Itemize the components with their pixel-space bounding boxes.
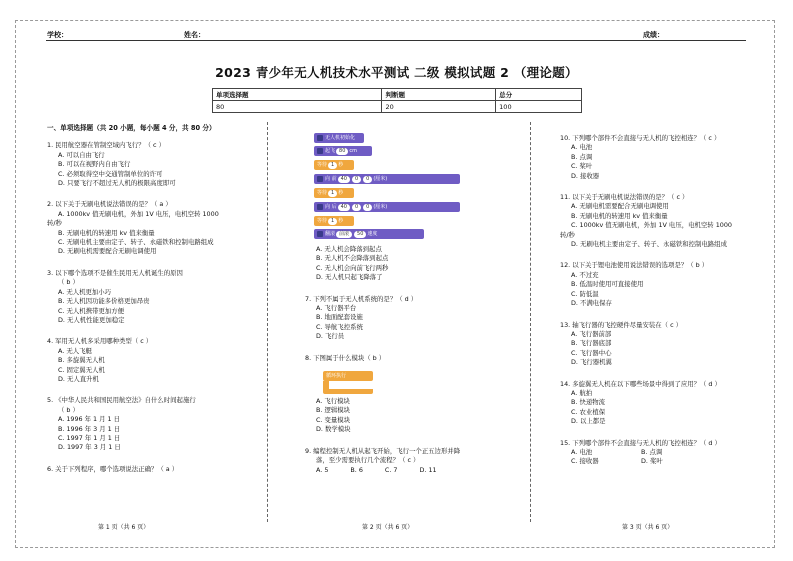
- option: A. 不过充: [571, 270, 599, 279]
- option: A. 1996 年 1 月 1 日: [58, 415, 121, 424]
- inline-options: [305, 466, 525, 475]
- option: A. 电池: [571, 143, 593, 152]
- option: C. 固定翼无人机: [58, 365, 105, 374]
- code-block: 向 后 40 0 0 (厘米): [314, 202, 460, 212]
- code-block: 无人机初始化: [314, 133, 364, 143]
- option: C. 必须取得空中交通管制单位的许可: [58, 169, 163, 178]
- option: B. 6: [350, 465, 363, 474]
- question-6: 6. 关于下列程序，哪个选项说法正确？（ a ）: [47, 464, 179, 473]
- header-rule: [46, 40, 746, 41]
- question-2: 2. 以下关于无刷电机说法错误的是？（ a ）: [47, 200, 172, 209]
- question-8: 8. 下图属于什么模块（ b ）: [305, 353, 386, 362]
- option: C. 农业植保: [571, 407, 606, 416]
- option-continuation: 转/秒: [560, 230, 575, 239]
- drone-icon: [317, 231, 323, 237]
- option: D. 飞行员: [316, 332, 345, 341]
- page-footer: 第 3 页（共 6 页）: [622, 524, 674, 531]
- option: D. 桨叶: [641, 457, 663, 466]
- question-15: 15. 下列哪个部件不会直接与无人机的飞控相连？（ d ）: [560, 438, 721, 447]
- question-12: 12. 以下关于锂电池使用说法错误的选项是？（ b ）: [560, 261, 709, 270]
- code-block: 翻滚 前滚 50 速度: [314, 229, 424, 239]
- school-label: 学校：: [47, 31, 68, 39]
- option: C. 无人机会向前飞行两秒: [316, 263, 389, 272]
- question-3: 3. 以下哪个选项不是催生民用无人机诞生的原因: [47, 268, 183, 277]
- option: C. 防低温: [571, 289, 599, 298]
- option: A. 5: [316, 465, 329, 474]
- option: D. 11: [419, 465, 437, 474]
- option: A. 飞行模块: [316, 397, 350, 406]
- option: B. 无刷电机的转速用 kv 值来衡量: [571, 211, 668, 220]
- option: C. 7: [384, 465, 398, 474]
- option: D. 无人机只起飞降落了: [316, 273, 383, 282]
- column-divider: [530, 122, 531, 522]
- option: B. 可以在视野内自由飞行: [58, 160, 131, 169]
- page-footer: 第 2 页（共 6 页）: [362, 524, 414, 531]
- option: B. 点调: [571, 152, 593, 161]
- option: D. 以上都是: [571, 417, 606, 426]
- option: C. 无人机携带更加方便: [58, 306, 125, 315]
- score-table-cell: 100: [496, 101, 582, 113]
- question-9: 9. 编程控制无人机从起飞开始，飞行一个正五边形并降: [305, 446, 461, 455]
- score-label: 成绩：: [643, 31, 664, 39]
- score-table-cell: 80: [213, 101, 382, 113]
- name-label: 姓名：: [184, 31, 205, 39]
- option: D. 只要飞行不超过无人机的极限高度即可: [58, 179, 176, 188]
- option: B. 地面配套设施: [316, 313, 363, 322]
- option: A. 无人飞艇: [58, 346, 92, 355]
- question-4: 4. 军用无人机多采用哪种类型（ c ）: [47, 337, 153, 346]
- option: B. 低温时使用可直接使用: [571, 280, 644, 289]
- option: A. 飞行器平台: [316, 304, 357, 313]
- answer-line: （ b ）: [58, 278, 79, 287]
- code-block: 等待 1 秒: [314, 188, 354, 198]
- option: C. 1000kv 值无刷电机，外加 1V 电压，电机空转 1000: [571, 221, 732, 230]
- option: D. 数学模块: [316, 425, 351, 434]
- option: B. 逻辑模块: [316, 406, 351, 415]
- option: B. 无人机不会降落到起点: [316, 254, 389, 263]
- option: B. 飞行器底部: [571, 339, 612, 348]
- drone-icon: [317, 204, 323, 210]
- code-block: 起飞 80 cm: [314, 146, 372, 156]
- score-table-header: 总分: [496, 89, 582, 101]
- score-table-header: 单项选择题: [213, 89, 382, 101]
- column-3: [560, 134, 775, 467]
- page-footer: 第 1 页（共 6 页）: [98, 524, 150, 531]
- option: A. 飞行器前部: [571, 329, 612, 338]
- option: D. 接收器: [571, 171, 600, 180]
- option: D. 1997 年 3 月 1 日: [58, 443, 121, 452]
- option: B. 快递物流: [571, 398, 606, 407]
- drone-icon: [317, 135, 323, 141]
- option: C. 无刷电机主要由定子、转子、永磁铁和控制电路组成: [58, 238, 214, 247]
- question-continuation: 落，至少需要执行几个流程？（ c ）: [316, 456, 420, 465]
- option: A. 1000kv 值无刷电机，外加 1V 电压，电机空转 1000: [58, 209, 219, 218]
- code-block: 等待 1 秒: [314, 216, 354, 226]
- option: D. 无人直升机: [58, 374, 99, 383]
- score-table: [212, 88, 582, 113]
- question-11: 11. 以下关于无刷电机说法错误的是？（ c ）: [560, 193, 689, 202]
- option-continuation: 转/秒: [47, 219, 62, 228]
- option: D. 无人机性能更加稳定: [58, 315, 125, 324]
- option: C. 导航飞控系统: [316, 322, 363, 331]
- option: D. 不满电保存: [571, 299, 612, 308]
- drone-icon: [317, 148, 323, 154]
- option: A. 可以自由飞行: [58, 150, 105, 159]
- code-block: 等待 1 秒: [314, 160, 354, 170]
- option: B. 无刷电机的转速用 kv 值来衡量: [58, 228, 155, 237]
- column-divider: [267, 122, 268, 522]
- section-heading: 一、单项选择题（共 20 小题，每小题 4 分，共 80 分）: [47, 124, 216, 132]
- drone-icon: [317, 176, 323, 182]
- option: C. 接收器: [571, 457, 599, 466]
- question-5: 5. 《中华人民共和国民用航空法》自什么时间起施行: [47, 396, 196, 405]
- option: D. 飞行器机翼: [571, 358, 612, 367]
- column-2: [305, 245, 525, 475]
- option: A. 无刷电机需要配合无刷电调使用: [571, 202, 669, 211]
- option: A. 无人机会降落到起点: [316, 245, 382, 253]
- code-block: 向 前 40 0 0 (厘米): [314, 174, 460, 184]
- option: B. 无人机因功能多价格更加昂贵: [58, 297, 150, 306]
- page-title: 2023 青少年无人机技术水平测试 二级 模拟试题 2 （理论题）: [215, 65, 578, 80]
- score-table-header: 判断题: [382, 89, 496, 101]
- loop-block: 循环执行: [323, 371, 373, 381]
- option: B. 点调: [641, 447, 663, 456]
- answer-line: （ b ）: [58, 405, 79, 414]
- question-14: 14. 多旋翼无人机在以下哪些场景中得到了应用？（ d ）: [560, 379, 721, 388]
- column-1: [47, 124, 262, 474]
- grid-options: [560, 448, 775, 467]
- option: D. 无刷电机需要配合无刷电调使用: [58, 247, 157, 256]
- option: C. 桨叶: [571, 162, 593, 171]
- question-7: 7. 下列不属于无人机系统的是？（ d ）: [305, 294, 418, 303]
- question-1: 1. 民用航空器在管制空域内飞行？（ c ）: [47, 141, 165, 150]
- option: A. 航拍: [571, 388, 593, 397]
- question-10: 10. 下列哪个部件不会直接与无人机的飞控相连？（ c ）: [560, 134, 721, 142]
- question-13: 13. 轴飞行器的飞控硬件尽量安装在（ c ）: [560, 320, 683, 329]
- option: A. 无人机更加小巧: [58, 287, 112, 296]
- option: B. 多旋翼无人机: [58, 356, 105, 365]
- score-table-cell: 20: [382, 101, 496, 113]
- option: C. 变量模块: [316, 415, 351, 424]
- option: B. 1996 年 3 月 1 日: [58, 424, 121, 433]
- option: C. 1997 年 1 月 1 日: [58, 433, 121, 442]
- option: C. 飞行器中心: [571, 348, 612, 357]
- option: A. 电池: [571, 447, 593, 456]
- option: D. 无刷电机主要由定子、转子、永磁铁和控制电路组成: [571, 240, 727, 249]
